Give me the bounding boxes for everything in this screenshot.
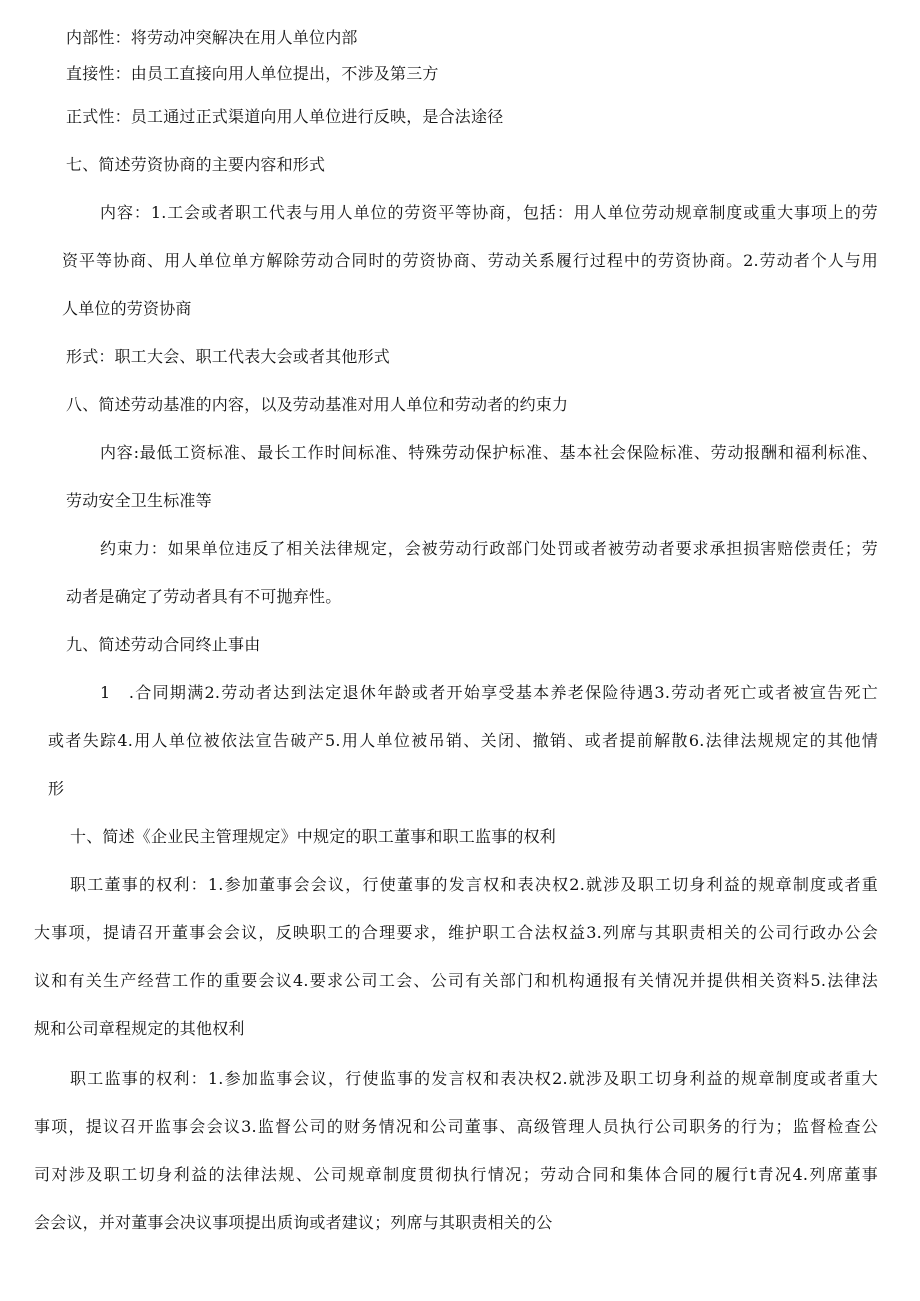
section-heading-7: 七、简述劳资协商的主要内容和形式: [66, 155, 326, 174]
text-line: 大事项，提请召开董事会会议，反映职工的合理要求，维护职工合法权益3.列席与其职责相关的公司行政办公会: [34, 923, 878, 942]
text-line: 劳动安全卫生标准等: [66, 491, 212, 510]
text-line: 内容：1.工会或者职工代表与用人单位的劳资平等协商，包括：用人单位劳动规章制度或重大事项上的劳: [100, 203, 878, 222]
text-line: 或者失踪4.用人单位被依法宣告破产5.用人单位被吊销、关闭、撤销、或者提前解散6.法律法规规定的其他情: [48, 731, 878, 750]
text-line: 形式：职工大会、职工代表大会或者其他形式: [66, 347, 391, 366]
text-line: 内容:最低工资标准、最长工作时间标准、特殊劳动保护标准、基本社会保险标准、劳动报酬和福利标准、: [100, 443, 878, 462]
text-line: 规和公司章程规定的其他权利: [34, 1019, 245, 1038]
text-line: 内部性：将劳动冲突解决在用人单位内部: [66, 28, 358, 47]
text-line: 1 .合同期满2.劳动者达到法定退休年龄或者开始享受基本养老保险待遇3.劳动者死亡或者被宣告死亡: [100, 683, 878, 702]
text-line: 动者是确定了劳动者具有不可抛弃性。: [66, 587, 342, 606]
text-line: 正式性：员工通过正式渠道向用人单位进行反映，是合法途径: [66, 107, 504, 126]
section-heading-9: 九、简述劳动合同终止事由: [66, 635, 261, 654]
section-heading-8: 八、简述劳动基准的内容，以及劳动基准对用人单位和劳动者的约束力: [66, 395, 569, 414]
text-line: 议和有关生产经营工作的重要会议4.要求公司工会、公司有关部门和机构通报有关情况并提供相关资料5.法律法: [34, 971, 878, 990]
text-line: 人单位的劳资协商: [62, 299, 192, 318]
text-line: 直接性：由员工直接向用人单位提出，不涉及第三方: [66, 64, 439, 83]
text-line: 职工董事的权利：1.参加董事会会议，行使董事的发言权和表决权2.就涉及职工切身利益的规章制度或者重: [70, 875, 878, 894]
text-line: 约束力：如果单位违反了相关法律规定，会被劳动行政部门处罚或者被劳动者要求承担损害赔偿责任；劳: [100, 539, 878, 558]
text-line: 事项，提议召开监事会会议3.监督公司的财务情况和公司董事、高级管理人员执行公司职务的行为；监督检查公: [34, 1117, 878, 1136]
section-heading-10: 十、简述《企业民主管理规定》中规定的职工董事和职工监事的权利: [70, 827, 557, 846]
text-line: 会会议，并对董事会决议事项提出质询或者建议；列席与其职责相关的公: [34, 1213, 553, 1232]
text-line: 司对涉及职工切身利益的法律法规、公司规章制度贯彻执行情况；劳动合同和集体合同的履行t青况4.列席董事: [34, 1165, 878, 1184]
text-line: 资平等协商、用人单位单方解除劳动合同时的劳资协商、劳动关系履行过程中的劳资协商。2.劳动者个人与用: [62, 251, 878, 270]
text-line: 职工监事的权利：1.参加监事会议，行使监事的发言权和表决权2.就涉及职工切身利益的规章制度或者重大: [70, 1069, 878, 1088]
text-line: 形: [48, 779, 65, 798]
